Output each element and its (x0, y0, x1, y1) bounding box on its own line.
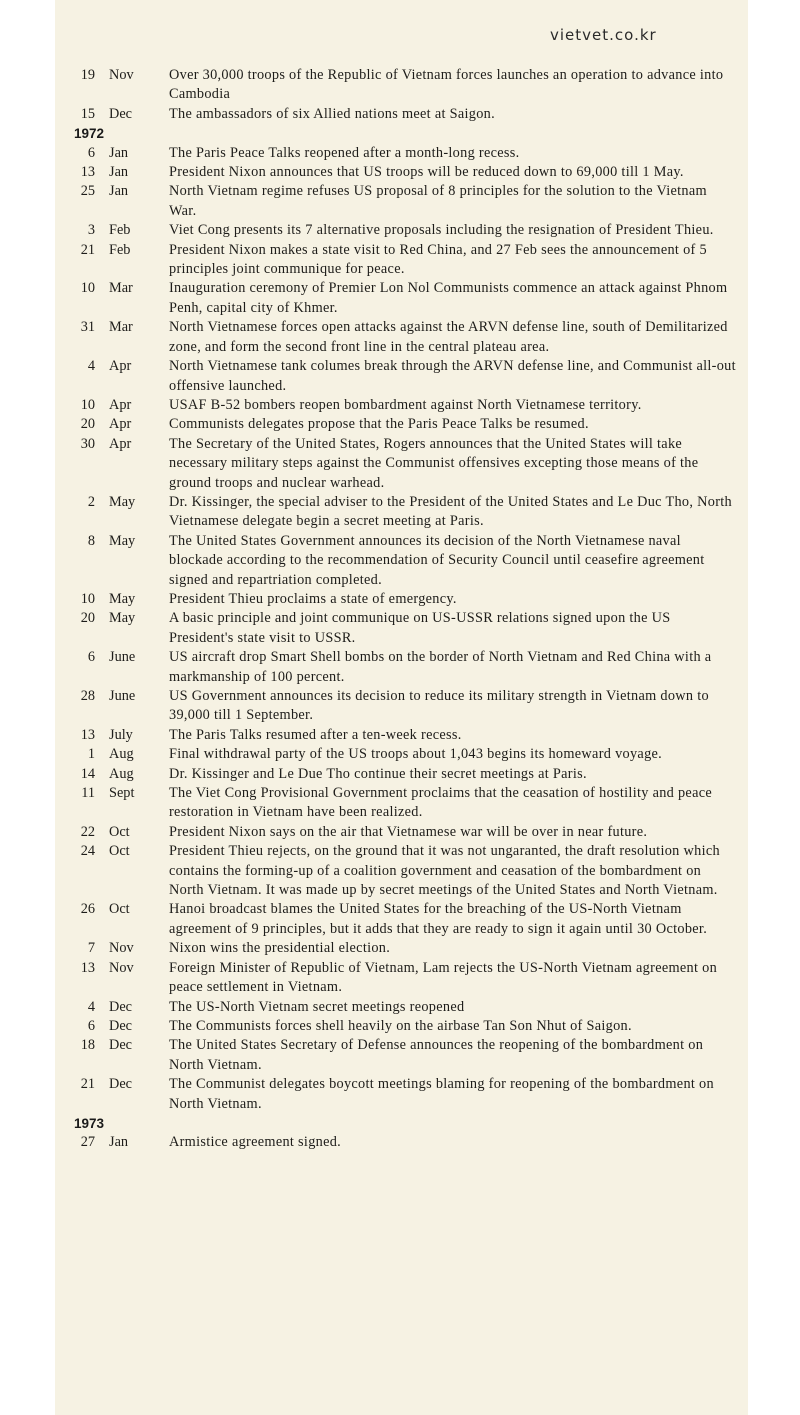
entry-day: 26 (80, 901, 95, 918)
timeline-entry (55, 1017, 748, 1036)
entry-day: 28 (80, 688, 95, 704)
entry-date (55, 687, 169, 706)
entry-month: Nov (109, 940, 134, 957)
timeline-entry (55, 435, 748, 493)
entry-description: Final withdrawal party of the US troops about 1,043 begins its homeward voyage. (169, 746, 663, 763)
timeline-entry (55, 648, 748, 687)
entry-month: Nov (109, 959, 134, 976)
entry-date (55, 1036, 169, 1055)
entry-description: The Paris Talks resumed after a ten-week recess. (169, 726, 462, 743)
entry-month: Dec (109, 1017, 133, 1034)
entry-description: The ambassadors of six Allied nations meet at Saigon. (169, 105, 496, 122)
timeline-entry (55, 959, 748, 998)
entry-month: Apr (109, 358, 132, 375)
entry-day: 31 (80, 319, 95, 336)
entry-description: President Thieu rejects, on the ground that it was not ungaranted, the draft resolution which contains the forming-up of a coalition government and ceasation of the bombardment on North Vietnam. It was made up by secret meetings of the United States and North Vietnam. (169, 843, 720, 899)
entry-date (55, 396, 169, 415)
entry-day: 10 (80, 590, 95, 607)
entry-date (55, 357, 169, 376)
entry-description: A basic principle and joint communique on US-USSR relations signed upon the US President's state visit to USSR. (169, 610, 671, 646)
timeline-entry (55, 1036, 748, 1075)
entry-day: 13 (80, 726, 95, 743)
entry-description: The Viet Cong Provisional Government proclaims that the ceasation of hostility and peace restoration in Vietnam have been realized. (169, 785, 713, 821)
entry-day: 15 (80, 105, 95, 122)
entry-description: Inauguration ceremony of Premier Lon Nol Communists commence an attack against Phnom Penh, capital city of Khmer. (169, 280, 728, 316)
entry-day: 20 (80, 610, 95, 627)
entry-description: North Vietnamese forces open attacks against the ARVN defense line, south of Demilitarized zone, and form the second front line in the central plateau area. (169, 319, 728, 355)
entry-description: North Vietnamese tank columes break through the ARVN defense line, and Communist all-out offensive launched. (169, 358, 736, 394)
entry-day: 10 (80, 396, 95, 413)
entry-day: 10 (80, 280, 95, 297)
entry-month: Feb (109, 222, 131, 239)
entry-date (55, 900, 169, 919)
entry-description: US aircraft drop Smart Shell bombs on the border of North Vietnam and Red China with a markmanship of 100 percent. (169, 649, 712, 685)
entry-month: Aug (109, 765, 134, 782)
document-page (55, 0, 748, 1415)
year-heading: 1972 (74, 126, 105, 142)
timeline-entry (55, 105, 748, 124)
entry-month: Oct (109, 901, 130, 918)
entry-date (55, 182, 169, 201)
entry-date (55, 221, 169, 240)
entry-day: 6 (87, 649, 95, 666)
entry-day: 1 (87, 746, 95, 763)
entry-day: 21 (80, 1076, 95, 1093)
entry-description: President Nixon makes a state visit to Red China, and 27 Feb sees the announcement of 5 principles joint communique for peace. (169, 241, 707, 278)
entry-description: Dr. Kissinger, the special adviser to the President of the United States and Le Duc Tho, North Vietnamese delegate begin a secret meeting at Paris. (169, 493, 732, 530)
entry-date (55, 1017, 169, 1036)
entry-description: Nixon wins the presidential election. (169, 940, 391, 957)
year-heading: 1973 (74, 1115, 105, 1131)
entry-month: Dec (109, 1076, 133, 1093)
entry-month: Dec (109, 1037, 133, 1054)
entry-day: 4 (87, 998, 95, 1015)
entry-day: 6 (87, 144, 95, 161)
entry-description: The Communist delegates boycott meetings blaming for reopening of the bombardment on North Vietnam. (169, 1076, 714, 1112)
entry-date (55, 842, 169, 861)
entry-month: Jan (109, 164, 129, 181)
entry-description: Hanoi broadcast blames the United States for the breaching of the US-North Vietnam agreement of 9 principles, but it adds that they are ready to sign it again until 30 October. (169, 901, 708, 937)
entry-description: The Secretary of the United States, Rogers announces that the United States will take necessary military steps against the Communist offensives excepting those means of the ground troops and nuclear warhead. (169, 435, 699, 491)
timeline-entry (55, 66, 748, 105)
entry-date (55, 939, 169, 958)
chronology-list (55, 66, 748, 1153)
entry-month: Oct (109, 843, 130, 860)
entry-day: 25 (80, 183, 95, 200)
entry-description: President Nixon announces that US troops will be reduced down to 69,000 till 1 May. (169, 164, 684, 181)
timeline-entry (55, 221, 748, 240)
entry-date (55, 105, 169, 124)
entry-month: Jan (109, 1134, 129, 1151)
entry-date (55, 241, 169, 260)
entry-day: 19 (80, 67, 95, 83)
entry-description: President Nixon says on the air that Vietnamese war will be over in near future. (169, 823, 648, 840)
entry-date (55, 532, 169, 551)
timeline-entry (55, 726, 748, 745)
entry-description: The United States Government announces its decision of the North Vietnamese naval blockade according to the recommendation of Security Council until ceasefire agreement signed and repartriation completed. (169, 532, 705, 588)
timeline-entry (55, 784, 748, 823)
entry-day: 7 (87, 940, 95, 957)
entry-month: May (109, 532, 136, 549)
entry-month: Feb (109, 241, 131, 258)
entry-day: 14 (80, 765, 95, 782)
entry-month: Mar (109, 280, 133, 297)
entry-date (55, 415, 169, 434)
entry-day: 27 (80, 1134, 95, 1151)
entry-month: May (109, 493, 136, 510)
entry-date (55, 318, 169, 337)
timeline-entry (55, 279, 748, 318)
entry-month: Oct (109, 823, 130, 840)
entry-description: President Thieu proclaims a state of emergency. (169, 590, 457, 607)
timeline-entry (55, 687, 748, 726)
entry-date (55, 648, 169, 667)
entry-day: 6 (87, 1017, 95, 1034)
entry-description: The US-North Vietnam secret meetings reopened (169, 998, 465, 1015)
entry-month: Nov (109, 67, 134, 83)
entry-day: 13 (80, 959, 95, 976)
timeline-entry (55, 842, 748, 900)
timeline-entry (55, 318, 748, 357)
timeline-entry (55, 493, 748, 532)
entry-date (55, 745, 169, 764)
entry-month: Mar (109, 319, 133, 336)
timeline-entry (55, 1133, 748, 1152)
entry-month: June (109, 688, 136, 704)
timeline-entry (55, 998, 748, 1017)
entry-description: Foreign Minister of Republic of Vietnam, Lam rejects the US-North Vietnam agreement on peace settlement in Vietnam. (169, 959, 718, 996)
entry-date (55, 66, 169, 85)
entry-day: 21 (80, 241, 95, 258)
entry-description: Over 30,000 troops of the Republic of Vietnam forces launches an operation to advance into Cambodia (169, 67, 724, 103)
entry-date (55, 493, 169, 512)
entry-description: Communists delegates propose that the Paris Peace Talks be resumed. (169, 416, 589, 433)
entry-month: Apr (109, 396, 132, 413)
entry-month: July (109, 726, 133, 743)
entry-description: USAF B-52 bombers reopen bombardment against North Vietnamese territory. (169, 396, 642, 413)
entry-date (55, 1075, 169, 1094)
entry-date (55, 609, 169, 628)
timeline-entry (55, 163, 748, 182)
entry-month: June (109, 649, 136, 666)
entry-month: Jan (109, 183, 129, 200)
entry-month: Dec (109, 105, 133, 122)
entry-date (55, 163, 169, 182)
entry-day: 2 (87, 493, 95, 510)
entry-date (55, 144, 169, 163)
timeline-entry (55, 590, 748, 609)
entry-day: 18 (80, 1037, 95, 1054)
timeline-entry (55, 357, 748, 396)
entry-description: Viet Cong presents its 7 alternative proposals including the resignation of President Thieu. (169, 222, 714, 239)
entry-day: 8 (87, 532, 95, 549)
entry-description: The Communists forces shell heavily on the airbase Tan Son Nhut of Saigon. (169, 1017, 632, 1034)
entry-date (55, 823, 169, 842)
entry-description: The Paris Peace Talks reopened after a month-long recess. (169, 144, 520, 161)
entry-month: Aug (109, 746, 134, 763)
entry-day: 24 (80, 843, 95, 860)
entry-month: Sept (109, 785, 135, 802)
entry-month: Apr (109, 435, 132, 452)
entry-date (55, 279, 169, 298)
timeline-entry (55, 900, 748, 939)
timeline-entry (55, 241, 748, 280)
timeline-entry (55, 765, 748, 784)
timeline-entry (55, 144, 748, 163)
entry-month: Jan (109, 144, 129, 161)
entry-month: May (109, 610, 136, 627)
entry-description: Dr. Kissinger and Le Due Tho continue their secret meetings at Paris. (169, 765, 587, 782)
entry-description: North Vietnam regime refuses US proposal of 8 principles for the solution to the Vietnam War. (169, 183, 707, 219)
timeline-entry (55, 396, 748, 415)
entry-day: 4 (87, 358, 95, 375)
timeline-entry (55, 609, 748, 648)
entry-month: May (109, 590, 136, 607)
timeline-entry (55, 182, 748, 221)
entry-date (55, 726, 169, 745)
entry-day: 11 (81, 785, 95, 802)
entry-date (55, 590, 169, 609)
entry-day: 20 (80, 416, 95, 433)
entry-description: US Government announces its decision to reduce its military strength in Vietnam down to 39,000 till 1 September. (169, 688, 709, 724)
entry-date (55, 959, 169, 978)
entry-month: Apr (109, 416, 132, 433)
entry-date (55, 784, 169, 803)
entry-description: Armistice agreement signed. (169, 1134, 342, 1151)
timeline-entry (55, 745, 748, 764)
entry-date (55, 1133, 169, 1152)
entry-date (55, 765, 169, 784)
entry-date (55, 998, 169, 1017)
entry-day: 30 (80, 435, 95, 452)
timeline-entry (55, 939, 748, 958)
entry-month: Dec (109, 998, 133, 1015)
watermark: vietvet.co.kr (550, 26, 657, 44)
timeline-entry (55, 532, 748, 590)
entry-day: 3 (87, 222, 95, 239)
entry-date (55, 435, 169, 454)
entry-day: 22 (80, 823, 95, 840)
entry-day: 13 (80, 164, 95, 181)
timeline-entry (55, 823, 748, 842)
timeline-entry (55, 1075, 748, 1114)
entry-description: The United States Secretary of Defense announces the reopening of the bombardment on North Vietnam. (169, 1037, 704, 1073)
timeline-entry (55, 415, 748, 434)
